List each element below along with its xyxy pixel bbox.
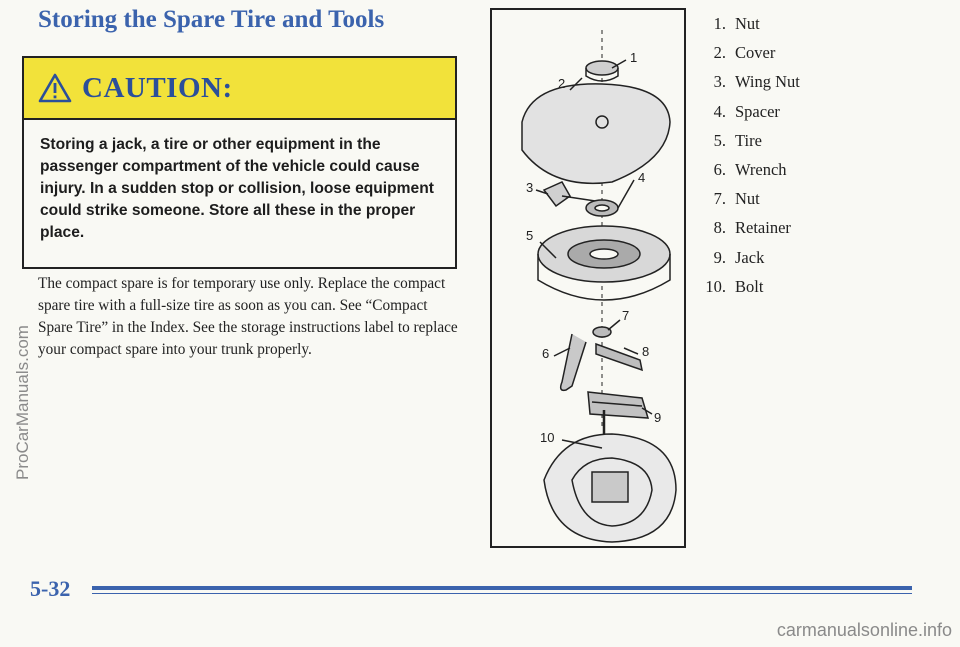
callout-8: 8 [642,344,650,359]
callout-9: 9 [654,410,662,425]
spare-tire-illustration [492,10,684,546]
caution-label: CAUTION: [82,71,233,104]
callout-4: 4 [638,170,646,185]
caution-header [24,58,455,120]
list-item: 10. Bolt [705,276,764,296]
list-item: 1. Nut [713,14,760,33]
callout-7: 7 [622,308,630,323]
spare-tire-diagram [490,8,686,548]
callout-10: 10 [540,430,555,445]
callout-2: 2 [558,76,566,91]
warning-triangle-icon [38,73,72,103]
caution-text: Storing a jack, a tire or other equipment in the passenger compartment of the vehicle could cause injury. In a sudden stop or collision, loose equipment could strike someone. Store all these in the proper place. [40,136,434,241]
watermark-left: ProCarManuals.com [13,325,32,480]
list-item: 6. Wrench [713,159,787,179]
list-item: 3. Wing Nut [713,72,800,92]
footer-rule [92,586,912,590]
list-item: 2. Cover [713,43,776,63]
callout-6: 6 [542,346,550,361]
footer-rule-thin [92,593,912,594]
body-paragraph: The compact spare is for temporary use only. Replace the compact spare tire with a full-size tire as soon as you can. See “Compact Spare Tire” in the Index. See the storage instructions label to replace your compact spare into your trunk properly. [38,275,458,358]
page-title: Storing the Spare Tire and Tools [38,6,385,33]
parts-list [696,14,800,306]
callout-3: 3 [526,180,534,195]
page-footer [0,568,960,608]
list-item: 9. Jack [713,247,765,267]
list-item: 7. Nut [713,189,760,209]
list-item: 8. Retainer [713,218,791,238]
caution-box [22,56,457,269]
list-item: 5. Tire [713,130,762,150]
list-item: 4. Spacer [713,101,780,121]
watermark-bottom: carmanualsonline.info [776,620,952,640]
callout-1: 1 [630,50,638,65]
callout-5: 5 [526,228,534,243]
page-number: 5-32 [30,576,71,601]
